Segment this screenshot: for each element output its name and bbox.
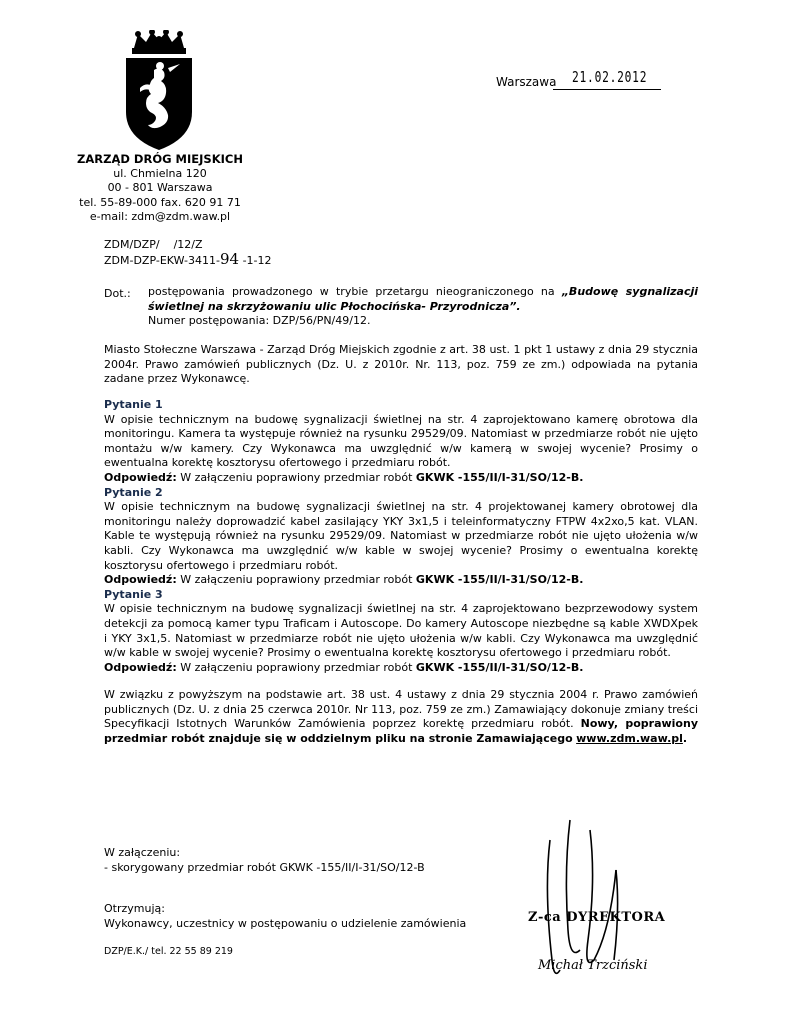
answer-3-label: Odpowiedź: xyxy=(104,660,177,674)
attachment-item: - skorygowany przedmiar robót GKWK -155/II/I-31/SO/12-B xyxy=(104,860,425,874)
intro-paragraph: Miasto Stołeczne Warszawa - Zarząd Dróg Miejskich zgodnie z art. 38 ust. 1 pkt 1 ustawy z dnia 29 stycznia 2004r. Prawo zamówień publicznych (Dz. U. z 2010r. Nr. 113, poz. 759 ze zm.) odpowiada na pytania zadane przez Wykonawcę. xyxy=(104,343,698,385)
answer-1-code: GKWK -155/II/I-31/SO/12-B. xyxy=(415,470,584,484)
question-2-text: W opisie technicznym na budowę sygnalizacji świetlnej na str. 4 projektowanej kamery obrotowej dla monitoringu należy doprowadzić kabel zasilający YKY 3x1,5 i teleinformatyczny FTPW 4x2xo,5 kat. VLAN. Kable te występują również na rysunku 29529/09. Natomiast w przedmiarze robót nie ujęto ułożenia w/w kabli. Czy Wykonawca ma uwzględnić w/w kable w swojej wycenie? Prosimy o ewentualna korektę kosztorysu ofertowego i przedmiaru robót. xyxy=(104,500,698,572)
question-3-text: W opisie technicznym na budowę sygnalizacji świetlnej na str. 4 zaprojektowano bezprzewodowy system detekcji za pomocą kamer typu Traficam i Autoscope. Do kamery Autoscope niezbędne są kable XWDXpek i YKY 3x1,5. Natomiast w przedmiarze robót nie ujęto ułożenia w/w kabli. Czy Wykonawca ma uwzględnić w/w kable w swojej wycenie? Prosimy o ewentualna korektę kosztorysu ofertowego i przedmiaru robót. xyxy=(104,602,698,660)
question-3-heading: Pytanie 3 xyxy=(104,587,163,601)
ref-line2-suffix: -1-12 xyxy=(242,254,272,267)
question-1-heading: Pytanie 1 xyxy=(104,398,163,411)
summary-url-end: . xyxy=(682,731,688,745)
recipients-text: Wykonawcy, uczestnicy w postępowaniu o udzielenie zamówienia xyxy=(104,916,467,930)
organization-name: ZARZĄD DRÓG MIEJSKICH xyxy=(77,152,243,166)
subject-number: Numer postępowania: DZP/56/PN/49/12. xyxy=(148,314,371,327)
question-2-heading: Pytanie 2 xyxy=(104,485,163,499)
handwritten-date-stamp: 21.02.2012 xyxy=(572,68,648,86)
warsaw-coat-of-arms-logo xyxy=(116,30,202,152)
ref-line1-prefix: ZDM/DZP/ xyxy=(104,238,160,251)
attachment-label: W załączeniu: xyxy=(104,846,181,859)
answer-2 xyxy=(104,573,698,588)
footer-contact: DZP/E.K./ tel. 22 55 89 219 xyxy=(104,946,233,957)
answer-1-label: Odpowiedź: xyxy=(104,470,177,484)
signatory-name: Michał Trzciński xyxy=(538,958,648,973)
answer-1-text: W załączeniu poprawiony przedmiar robót xyxy=(180,470,413,484)
attachments xyxy=(104,846,425,875)
subject-label: Dot.: xyxy=(104,287,131,300)
subject-text: postępowania prowadzonego w trybie przetargu nieograniczonego na xyxy=(148,285,555,298)
questions-section xyxy=(104,398,698,675)
date-city: Warszawa xyxy=(496,75,557,89)
ref-line2-prefix: ZDM-DZP-EKW-3411- xyxy=(104,254,220,267)
address-city: 00 - 801 Warszawa xyxy=(107,181,213,194)
summary-paragraph xyxy=(104,688,698,746)
organization-header xyxy=(60,152,260,225)
answer-2-label: Odpowiedź: xyxy=(104,573,177,587)
question-1-text: W opisie technicznym na budowę sygnalizacji świetlnej na str. 4 zaprojektowano kamerę obrotowa dla monitoringu. Kamera ta występuje również na rysunku 29529/09. Natomiast w przedmiarze robót nie ujęto montażu w/w kamery. Czy Wykonawca ma uwzględnić w/w kamerą w swojej wycenie? Prosimy o ewentualna korektę kosztorysu ofertowego i przedmiaru robót. xyxy=(104,412,698,470)
subject-block xyxy=(148,285,698,329)
answer-2-code: GKWK -155/II/I-31/SO/12-B. xyxy=(415,573,584,587)
summary-bold: Nowy, poprawiony przedmiar robót znajduje się w oddzielnym pliku na stronie Zamawiającego xyxy=(104,717,698,745)
website-link[interactable]: www.zdm.waw.pl xyxy=(576,731,683,745)
email: e-mail: zdm@zdm.waw.pl xyxy=(89,210,231,223)
address-street: ul. Chmielna 120 xyxy=(113,166,207,180)
recipients-label: Otrzymują: xyxy=(104,902,165,915)
answer-3 xyxy=(104,661,698,676)
ref-handwritten-number: 94 xyxy=(219,250,240,268)
phone-fax: tel. 55-89-000 fax. 620 91 71 xyxy=(79,195,241,209)
summary-text: W związku z powyższym na podstawie art. 38 ust. 4 ustawy z dnia 29 stycznia 2004 r. Prawo zamówień publicznych (Dz. U. z dnia 25 czerwca 2010r. Nr 113, poz. 759 ze zm.) Zamawiający dokonuje zmiany treści Specyfikacji Istotnych Warunków Zamówienia poprzez korektę przedmiaru robót. xyxy=(104,688,698,731)
reference-numbers xyxy=(104,238,272,268)
answer-2-text: W załączeniu poprawiony przedmiar robót xyxy=(180,573,413,587)
answer-3-code: GKWK -155/II/I-31/SO/12-B. xyxy=(415,660,584,674)
answer-1 xyxy=(104,471,698,486)
signatory-role: Z-ca DYREKTORA xyxy=(528,910,666,925)
ref-line1-suffix: /12/Z xyxy=(173,238,203,251)
recipients xyxy=(104,902,466,931)
answer-3-text: W załączeniu poprawiony przedmiar robót xyxy=(180,660,413,674)
subject-title: „Budowę sygnalizacji świetlnej na skrzyżowaniu ulic Płochocińska- Przyrodnicza”. xyxy=(148,285,698,313)
